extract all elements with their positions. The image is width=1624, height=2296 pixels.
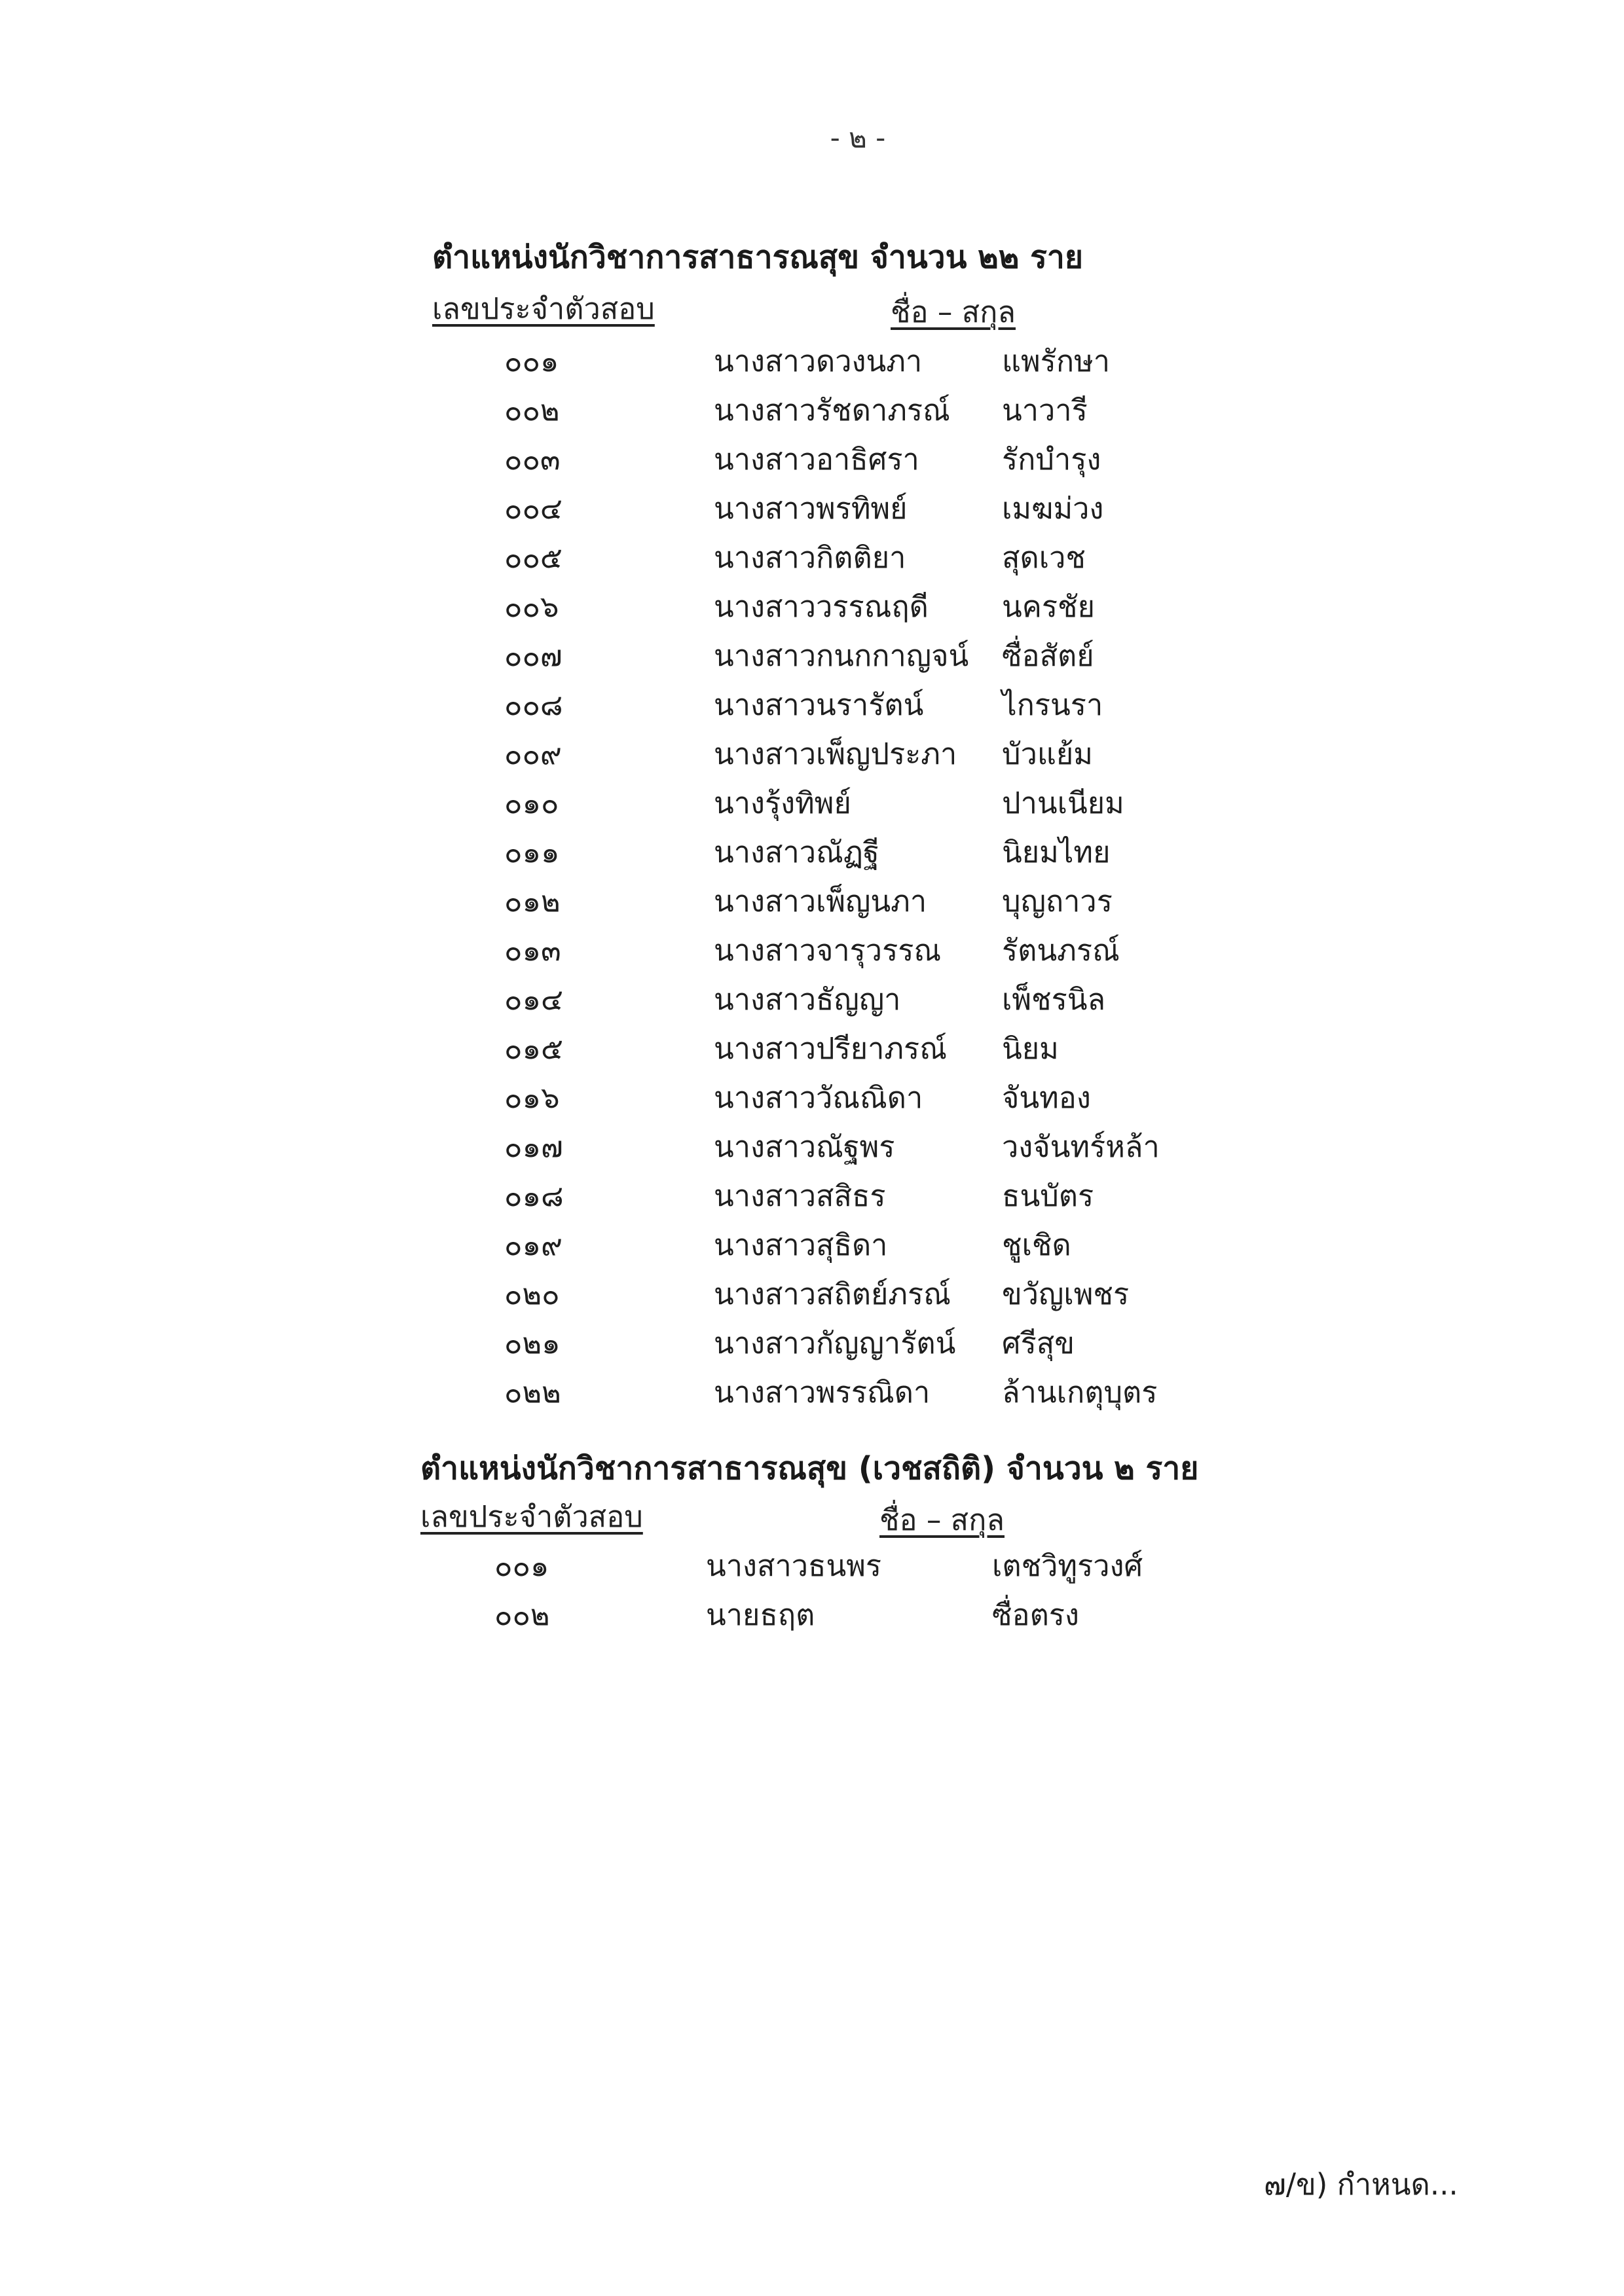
candidate-row bbox=[0, 1123, 1624, 1172]
exam-id: ๐๑๔ bbox=[504, 982, 564, 1017]
first-name: นางสาวอาธิศรา bbox=[714, 442, 919, 477]
candidate-row bbox=[0, 1270, 1624, 1319]
candidate-row bbox=[0, 1172, 1624, 1221]
exam-id: ๐๐๗ bbox=[504, 638, 563, 673]
last-name: ซื่อตรง bbox=[992, 1597, 1079, 1632]
last-name: เมฆม่วง bbox=[1002, 491, 1104, 526]
last-name: นครชัย bbox=[1002, 589, 1095, 624]
first-name: นางสาวรัชดาภรณ์ bbox=[714, 393, 950, 428]
candidate-row bbox=[0, 484, 1624, 534]
candidate-row bbox=[0, 1368, 1624, 1417]
candidate-row bbox=[0, 1591, 1624, 1640]
last-name: บัวแย้ม bbox=[1002, 737, 1093, 771]
exam-id: ๐๑๐ bbox=[504, 786, 559, 820]
last-name: บุญถาวร bbox=[1002, 884, 1113, 919]
last-name: ไกรนรา bbox=[1002, 687, 1103, 722]
exam-id: ๐๐๑ bbox=[504, 344, 559, 378]
exam-id: ๐๐๕ bbox=[504, 540, 563, 575]
exam-id: ๐๑๖ bbox=[504, 1080, 560, 1115]
exam-id: ๐๐๖ bbox=[504, 589, 559, 624]
column-header-name: ชื่อ – สกุล bbox=[891, 295, 1016, 329]
first-name: นางสาววรรณฤดี bbox=[714, 589, 929, 624]
last-name: นิยมไทย bbox=[1002, 835, 1111, 869]
exam-id: ๐๐๒ bbox=[504, 393, 560, 428]
candidate-row bbox=[0, 534, 1624, 583]
candidate-row bbox=[0, 877, 1624, 926]
candidate-row bbox=[0, 828, 1624, 877]
candidate-row bbox=[0, 926, 1624, 975]
column-header-exam-id: เลขประจำตัวสอบ bbox=[432, 291, 655, 326]
last-name: นาวารี bbox=[1002, 393, 1088, 428]
first-name: นางสาวธัญญา bbox=[714, 982, 901, 1017]
exam-id: ๐๒๐ bbox=[504, 1277, 560, 1311]
first-name: นางสาวจารุวรรณ bbox=[714, 933, 942, 968]
last-name: สุดเวช bbox=[1002, 540, 1086, 575]
last-name: วงจันทร์หล้า bbox=[1002, 1129, 1160, 1164]
exam-id: ๐๐๙ bbox=[504, 737, 562, 771]
last-name: แพรักษา bbox=[1002, 344, 1111, 378]
first-name: นางสาวพรทิพย์ bbox=[714, 491, 908, 526]
first-name: นางสาวเพ็ญนภา bbox=[714, 884, 927, 919]
first-name: นางสาววัณณิดา bbox=[714, 1080, 923, 1115]
candidate-row bbox=[0, 632, 1624, 681]
first-name: นายธฤต bbox=[706, 1597, 815, 1632]
first-name: นางสาวปรียาภรณ์ bbox=[714, 1031, 947, 1066]
candidate-row bbox=[0, 1542, 1624, 1591]
last-name: นิยม bbox=[1002, 1031, 1059, 1066]
first-name: นางสาวกนกกาญจน์ bbox=[714, 638, 969, 673]
last-name: จันทอง bbox=[1002, 1080, 1091, 1115]
candidate-row bbox=[0, 730, 1624, 779]
exam-id: ๐๑๑ bbox=[504, 835, 560, 869]
first-name: นางสาวพรรณิดา bbox=[714, 1375, 931, 1410]
first-name: นางสาวณัฏฐี bbox=[714, 835, 879, 869]
first-name: นางสาวสสิธร bbox=[714, 1178, 886, 1213]
candidate-row bbox=[0, 779, 1624, 828]
exam-id: ๐๐๑ bbox=[494, 1548, 549, 1583]
candidate-row bbox=[0, 681, 1624, 730]
last-name: ชูเชิด bbox=[1002, 1228, 1071, 1262]
last-name: ปานเนียม bbox=[1002, 786, 1124, 820]
first-name: นางสาวนรารัตน์ bbox=[714, 687, 924, 722]
exam-id: ๐๐๘ bbox=[504, 687, 563, 722]
last-name: เพ็ชรนิล bbox=[1002, 982, 1106, 1017]
first-name: นางสาวธนพร bbox=[706, 1548, 882, 1583]
candidate-row bbox=[0, 386, 1624, 435]
exam-id: ๐๐๔ bbox=[504, 491, 563, 526]
last-name: ซื่อสัตย์ bbox=[1002, 638, 1094, 673]
exam-id: ๐๐๓ bbox=[504, 442, 561, 477]
candidate-row bbox=[0, 975, 1624, 1025]
first-name: นางสาวสุธิดา bbox=[714, 1228, 888, 1262]
first-name: นางรุ้งทิพย์ bbox=[714, 786, 851, 820]
exam-id: ๐๑๕ bbox=[504, 1031, 564, 1066]
exam-id: ๐๑๗ bbox=[504, 1129, 563, 1164]
exam-id: ๐๐๒ bbox=[494, 1597, 550, 1632]
candidate-row bbox=[0, 1319, 1624, 1368]
exam-id: ๐๑๙ bbox=[504, 1228, 563, 1262]
first-name: นางสาวกัญญารัตน์ bbox=[714, 1326, 956, 1360]
last-name: รัตนภรณ์ bbox=[1002, 933, 1120, 968]
exam-id: ๐๑๘ bbox=[504, 1178, 564, 1213]
candidate-row bbox=[0, 435, 1624, 484]
last-name: เตชวิทูรวงศ์ bbox=[992, 1548, 1143, 1583]
candidate-row bbox=[0, 337, 1624, 386]
candidate-row bbox=[0, 1074, 1624, 1123]
exam-id: ๐๒๑ bbox=[504, 1326, 561, 1360]
last-name: ล้านเกตุบุตร bbox=[1002, 1375, 1158, 1410]
continuation-footer: ๗/ข) กำหนด... bbox=[1264, 2167, 1458, 2202]
section-heading: ตำแหน่งนักวิชาการสาธารณสุข จำนวน ๒๒ ราย bbox=[432, 239, 1083, 276]
exam-id: ๐๒๒ bbox=[504, 1375, 561, 1410]
last-name: ขวัญเพชร bbox=[1002, 1277, 1130, 1311]
exam-id: ๐๑๓ bbox=[504, 933, 561, 968]
page-number: - ๒ - bbox=[830, 122, 886, 154]
last-name: ธนบัตร bbox=[1002, 1178, 1094, 1213]
candidate-row bbox=[0, 583, 1624, 632]
last-name: ศรีสุข bbox=[1002, 1326, 1075, 1360]
last-name: รักบำรุง bbox=[1002, 442, 1101, 477]
exam-id: ๐๑๒ bbox=[504, 884, 561, 919]
candidate-row bbox=[0, 1025, 1624, 1074]
first-name: นางสาวดวงนภา bbox=[714, 344, 923, 378]
first-name: นางสาวสถิตย์ภรณ์ bbox=[714, 1277, 951, 1311]
section-heading: ตำแหน่งนักวิชาการสาธารณสุข (เวชสถิติ) จำนวน ๒ ราย bbox=[420, 1450, 1199, 1487]
first-name: นางสาวกิตติยา bbox=[714, 540, 906, 575]
column-header-name: ชื่อ – สกุล bbox=[879, 1503, 1005, 1537]
first-name: นางสาวเพ็ญประภา bbox=[714, 737, 957, 771]
candidate-list bbox=[0, 337, 1624, 1417]
column-header-exam-id: เลขประจำตัวสอบ bbox=[420, 1499, 643, 1534]
candidate-row bbox=[0, 1221, 1624, 1270]
first-name: นางสาวณัฐพร bbox=[714, 1129, 895, 1164]
candidate-list bbox=[0, 1542, 1624, 1640]
